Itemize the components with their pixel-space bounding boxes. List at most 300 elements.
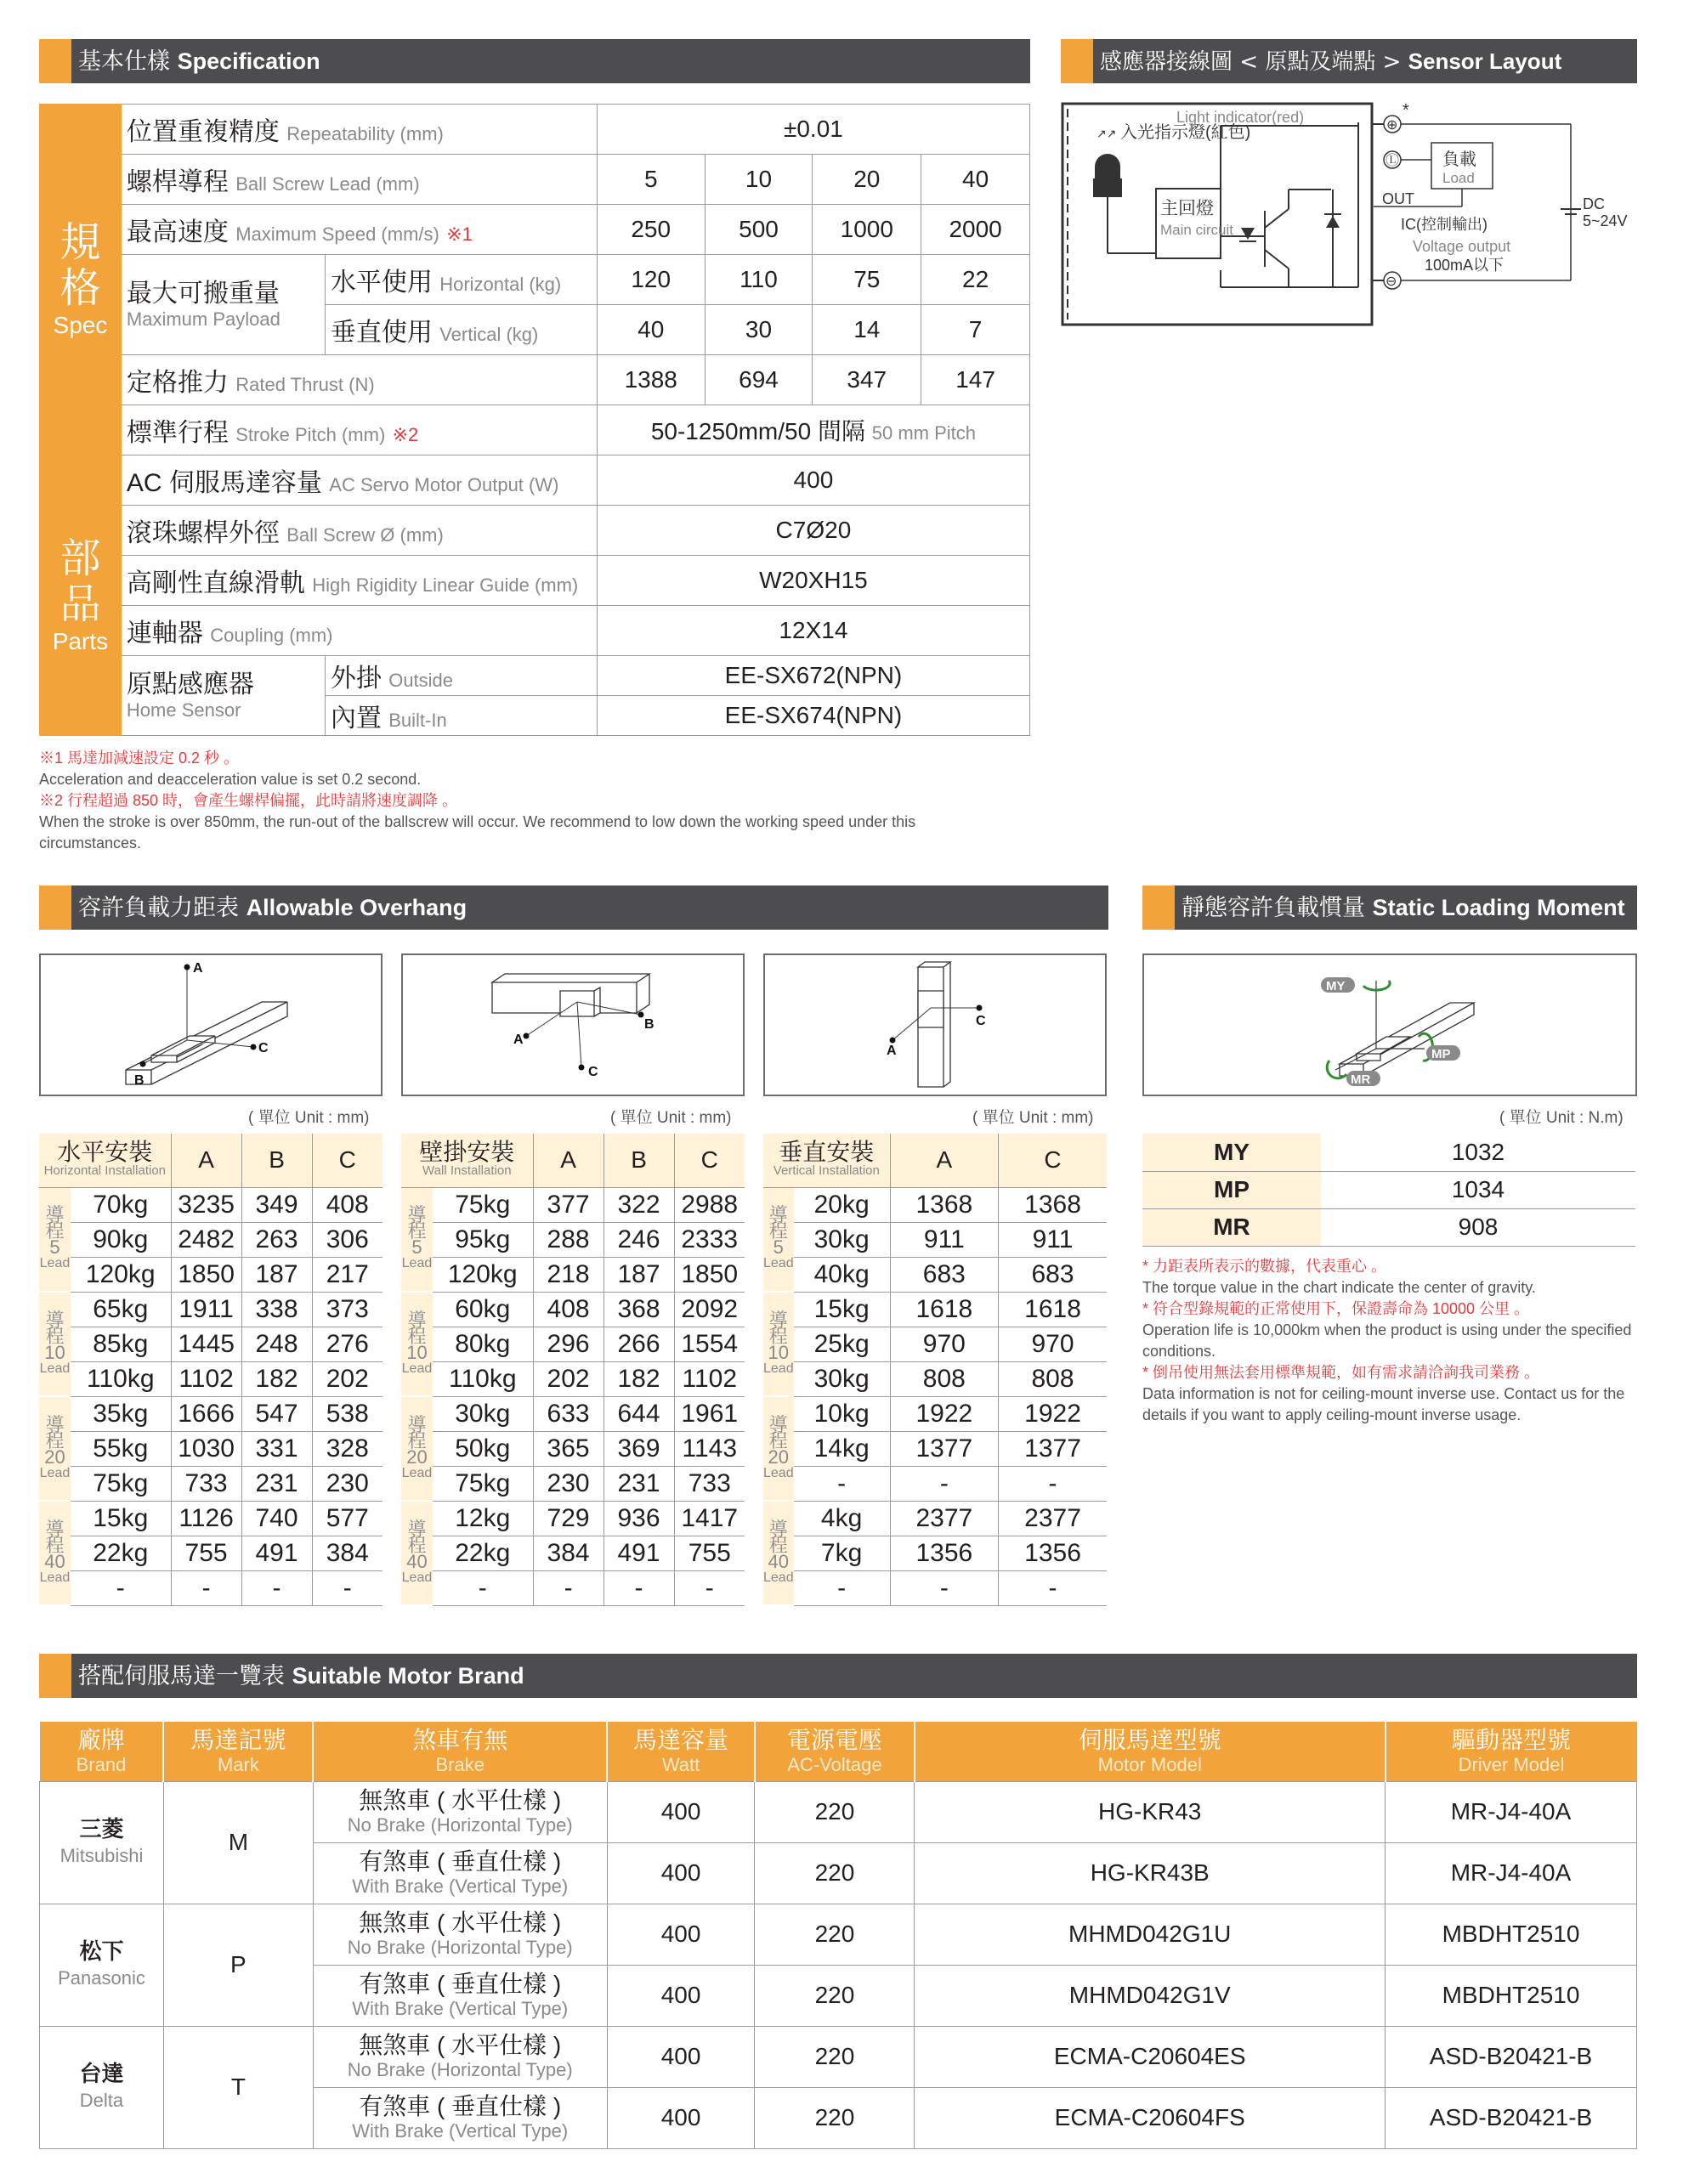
brake-cell xyxy=(313,2087,607,2148)
repeatability-label: 位置重複精度 Repeatability (mm) xyxy=(121,105,597,155)
lead-value: 5 xyxy=(49,1236,60,1259)
moment-note-3-zh: * 倒吊使用無法套用標準規範，如有需求請洽詢我司業務 。 xyxy=(1142,1364,1540,1381)
lead-zh: 導 xyxy=(768,1309,788,1331)
lead-group-label xyxy=(401,1396,433,1501)
brake-zh: 無煞車 ( 水平仕樣 ) xyxy=(359,2032,562,2058)
overhang-value: 263 xyxy=(241,1222,312,1257)
lead-zh: 導 xyxy=(768,1518,788,1540)
sensor-wiring-diagram xyxy=(1061,100,1647,330)
overhang-value: 683 xyxy=(890,1257,998,1292)
col-watt: 馬達容量 Watt xyxy=(607,1722,755,1781)
overhang-value: - xyxy=(999,1466,1107,1501)
lead-value: 10 xyxy=(44,1341,65,1363)
unit-label-moment: ( 單位 Unit : N.m) xyxy=(1499,1109,1624,1127)
wall-diagram-panel xyxy=(401,953,745,1096)
home-sensor-builtin-label: 內置 Built-In xyxy=(325,696,597,736)
moment-note-1-zh: * 力距表所表示的數據，代表重心 。 xyxy=(1142,1258,1387,1275)
lead-zh: 程 xyxy=(45,1534,65,1556)
watt-cell: 400 xyxy=(607,2026,755,2087)
lead-zh: 導 xyxy=(45,1309,65,1331)
brake-zh: 有煞車 ( 垂直仕樣 ) xyxy=(359,1971,562,1997)
horizontal-overhang-table xyxy=(39,1134,382,1606)
lead-group-label xyxy=(763,1292,794,1396)
payload-cell: 120kg xyxy=(71,1257,171,1292)
load-zh: 負載 xyxy=(1442,150,1476,169)
moment-notes xyxy=(1142,1256,1644,1426)
header-accent-bar xyxy=(1142,885,1175,930)
overhang-value: 911 xyxy=(999,1222,1107,1257)
table-row xyxy=(40,1904,1637,1965)
overhang-value: 911 xyxy=(890,1222,998,1257)
payload-cell: 35kg xyxy=(71,1396,171,1431)
table-row xyxy=(763,1187,1107,1222)
overhang-value: 491 xyxy=(241,1536,312,1570)
motor-output-label: AC 伺服馬達容量 AC Servo Motor Output (W) xyxy=(121,455,597,506)
note-2-zh: ※2 行程超過 850 時，會產生螺桿偏擺，此時請將速度調降 。 xyxy=(39,792,458,809)
home-sensor-builtin-value: EE-SX674(NPN) xyxy=(597,696,1029,736)
overhang-value: 384 xyxy=(312,1536,382,1570)
payload-cell: 90kg xyxy=(71,1222,171,1257)
motor-model-cell: HG-KR43 xyxy=(915,1781,1386,1842)
overhang-value: 2333 xyxy=(674,1222,745,1257)
overhang-value: 644 xyxy=(604,1396,674,1431)
payload-cell: 15kg xyxy=(71,1501,171,1536)
payload-cell: 60kg xyxy=(433,1292,533,1327)
lead-zh: 程 xyxy=(768,1429,788,1451)
driver-model-cell: ASD-B20421-B xyxy=(1386,2087,1637,2148)
lead-zh: 程 xyxy=(45,1325,65,1347)
horizontal-diagram-panel xyxy=(39,953,382,1096)
lead-value: 40 xyxy=(921,155,1030,205)
table-row xyxy=(39,1501,382,1536)
overhang-value: 577 xyxy=(312,1501,382,1536)
moment-note-3-en: Data information is not for ceiling-mount inverse use. Contact us for the details if you want to apply ceiling-mount inverse usage. xyxy=(1142,1385,1625,1423)
speed-value: 2000 xyxy=(921,205,1030,255)
unit-label-horizontal: ( 單位 Unit : mm) xyxy=(248,1109,370,1127)
payload-cell: 95kg xyxy=(433,1222,533,1257)
lead-group-label xyxy=(39,1396,71,1501)
overhang-value: 322 xyxy=(604,1187,674,1222)
lead-en: Lead xyxy=(763,1570,794,1585)
wall-install-diagram xyxy=(403,955,743,1095)
brake-cell xyxy=(313,1904,607,1965)
overhang-value: 1922 xyxy=(999,1396,1107,1431)
table-row xyxy=(40,2026,1637,2087)
overhang-col-header: A xyxy=(171,1134,241,1187)
thrust-value: 347 xyxy=(813,355,921,405)
watt-cell: 400 xyxy=(607,1904,755,1965)
voltage-cell: 220 xyxy=(755,1842,915,1904)
brake-en: With Brake (Vertical Type) xyxy=(352,1998,569,2019)
lead-zh: 程 xyxy=(45,1220,65,1242)
driver-model-cell: ASD-B20421-B xyxy=(1386,2026,1637,2087)
overhang-value: 276 xyxy=(312,1327,382,1361)
overhang-value: 2377 xyxy=(890,1501,998,1536)
lead-group-label xyxy=(401,1187,433,1292)
point-a: A xyxy=(513,1033,524,1047)
vertical-install-diagram xyxy=(765,955,1105,1095)
moment-section-title: 靜態容許負載慣量 Static Loading Moment xyxy=(1182,895,1625,921)
table-row xyxy=(763,1501,1107,1536)
linear-guide-value: W20XH15 xyxy=(597,556,1029,606)
overhang-value: 1143 xyxy=(674,1431,745,1466)
install-type-zh: 壁掛安裝 xyxy=(419,1139,515,1166)
terminal-star: * xyxy=(1402,101,1409,120)
voltage-cell: 220 xyxy=(755,1904,915,1965)
payload-cell: 55kg xyxy=(71,1431,171,1466)
point-a: A xyxy=(193,961,203,976)
payload-vertical-label: 垂直使用 Vertical (kg) xyxy=(325,305,597,355)
payload-v-value: 30 xyxy=(705,305,813,355)
install-type-label xyxy=(763,1134,890,1187)
payload-cell: 75kg xyxy=(433,1187,533,1222)
table-row xyxy=(763,1396,1107,1431)
table-row xyxy=(401,1501,745,1536)
overhang-value: 246 xyxy=(604,1222,674,1257)
overhang-value: 187 xyxy=(604,1257,674,1292)
header-accent-bar xyxy=(39,39,71,83)
overhang-header-row xyxy=(401,1134,745,1187)
moment-diagram xyxy=(1144,955,1635,1095)
overhang-value: 349 xyxy=(241,1187,312,1222)
terminal-plus: ⊕ xyxy=(1386,118,1398,133)
overhang-value: 740 xyxy=(241,1501,312,1536)
spec-group-en: Spec xyxy=(53,312,108,338)
overhang-value: 368 xyxy=(604,1292,674,1327)
overhang-value: 306 xyxy=(312,1222,382,1257)
current-limit: 100mA以下 xyxy=(1425,257,1504,274)
header-accent-bar xyxy=(39,885,71,930)
payload-cell: 65kg xyxy=(71,1292,171,1327)
overhang-value: 633 xyxy=(533,1396,604,1431)
brake-cell xyxy=(313,1965,607,2026)
lead-zh: 程 xyxy=(407,1220,427,1242)
motor-model-cell: MHMD042G1V xyxy=(915,1965,1386,2026)
brand-zh: 台達 xyxy=(79,2061,124,2086)
col-brand: 廠牌 Brand xyxy=(40,1722,164,1781)
overhang-value: 733 xyxy=(171,1466,241,1501)
payload-h-value: 110 xyxy=(705,255,813,305)
motor-model-cell: MHMD042G1U xyxy=(915,1904,1386,1965)
motor-section-title: 搭配伺服馬達一覽表 Suitable Motor Brand xyxy=(78,1663,524,1689)
unit-label-vertical: ( 單位 Unit : mm) xyxy=(972,1109,1094,1127)
overhang-value: - xyxy=(533,1570,604,1605)
unit-label-wall: ( 單位 Unit : mm) xyxy=(610,1109,732,1127)
overhang-value: - xyxy=(999,1570,1107,1605)
overhang-value: 1377 xyxy=(999,1431,1107,1466)
overhang-value: 202 xyxy=(533,1361,604,1396)
overhang-value: 755 xyxy=(674,1536,745,1570)
overhang-col-header: C xyxy=(312,1134,382,1187)
lead-group-label xyxy=(763,1187,794,1292)
main-circuit-zh: 主回燈 xyxy=(1160,199,1214,218)
stroke-value: 50-1250mm/50 間隔 50 mm Pitch xyxy=(597,405,1029,455)
overhang-value: 266 xyxy=(604,1327,674,1361)
table-row xyxy=(39,1536,382,1570)
payload-v-value: 40 xyxy=(597,305,705,355)
lead-value: 20 xyxy=(813,155,921,205)
lead-en: Lead xyxy=(401,1570,433,1585)
table-row xyxy=(39,1222,382,1257)
spec-section-title: 基本仕樣 Specification xyxy=(78,48,320,75)
motor-table xyxy=(39,1722,1637,2149)
table-row xyxy=(401,1187,745,1222)
payload-cell: 20kg xyxy=(794,1187,891,1222)
brand-en: Mitsubishi xyxy=(60,1845,144,1866)
moment-value: 1034 xyxy=(1321,1171,1635,1208)
install-type-label xyxy=(39,1134,171,1187)
overhang-value: 1102 xyxy=(674,1361,745,1396)
overhang-value: 970 xyxy=(999,1327,1107,1361)
lead-en: Lead xyxy=(763,1361,794,1376)
overhang-col-header: C xyxy=(674,1134,745,1187)
spec-group-label xyxy=(40,105,122,455)
overhang-value: 2377 xyxy=(999,1501,1107,1536)
moment-diagram-panel xyxy=(1142,953,1637,1096)
overhang-value: 1356 xyxy=(999,1536,1107,1570)
table-row xyxy=(401,1431,745,1466)
lead-group-label xyxy=(763,1396,794,1501)
point-c: C xyxy=(588,1065,598,1079)
moment-row xyxy=(1142,1171,1635,1208)
payload-cell: 75kg xyxy=(433,1466,533,1501)
note-2-en: When the stroke is over 850mm, the run-out of the ballscrew will occur. We recommend to low down the working speed under this circumstances. xyxy=(39,813,916,852)
thrust-value: 147 xyxy=(921,355,1030,405)
lead-zh: 程 xyxy=(768,1220,788,1242)
table-row xyxy=(39,1327,382,1361)
overhang-value: 1961 xyxy=(674,1396,745,1431)
overhang-col-header: C xyxy=(999,1134,1107,1187)
lead-zh: 程 xyxy=(45,1429,65,1451)
point-b: B xyxy=(644,1017,654,1032)
mark-cell: P xyxy=(163,1904,313,2026)
point-b: B xyxy=(134,1073,144,1088)
overhang-value: 328 xyxy=(312,1431,382,1466)
home-sensor-outside-value: EE-SX672(NPN) xyxy=(597,656,1029,696)
overhang-value: 729 xyxy=(533,1501,604,1536)
payload-cell: 80kg xyxy=(433,1327,533,1361)
wall-overhang-table xyxy=(401,1134,745,1606)
spec-table xyxy=(39,104,1030,736)
terminal-minus: ⊖ xyxy=(1386,274,1397,289)
driver-model-cell: MBDHT2510 xyxy=(1386,1965,1637,2026)
table-row xyxy=(39,1431,382,1466)
lead-group-label xyxy=(39,1187,71,1292)
overhang-value: 182 xyxy=(604,1361,674,1396)
table-row xyxy=(401,1257,745,1292)
out-label: OUT xyxy=(1382,190,1414,207)
overhang-value: 377 xyxy=(533,1187,604,1222)
moment-mr-label: MR xyxy=(1351,1072,1371,1087)
payload-cell: 40kg xyxy=(794,1257,891,1292)
overhang-value: 683 xyxy=(999,1257,1107,1292)
horizontal-install-diagram xyxy=(41,955,381,1095)
payload-cell: 70kg xyxy=(71,1187,171,1222)
coupling-value: 12X14 xyxy=(597,606,1029,656)
watt-cell: 400 xyxy=(607,1965,755,2026)
overhang-value: 1922 xyxy=(890,1396,998,1431)
brand-zh: 三菱 xyxy=(79,1816,124,1842)
overhang-value: 365 xyxy=(533,1431,604,1466)
payload-cell: 14kg xyxy=(794,1431,891,1466)
lead-zh: 程 xyxy=(407,1325,427,1347)
voltage-cell: 220 xyxy=(755,1781,915,1842)
table-row xyxy=(763,1536,1107,1570)
payload-h-value: 22 xyxy=(921,255,1030,305)
col-voltage: 電源電壓 AC-Voltage xyxy=(755,1722,915,1781)
brake-en: No Brake (Horizontal Type) xyxy=(347,2059,573,2080)
overhang-col-header: A xyxy=(533,1134,604,1187)
overhang-header-row xyxy=(39,1134,382,1187)
lead-en: Lead xyxy=(39,1465,71,1480)
brand-cell xyxy=(40,1904,164,2026)
table-row xyxy=(401,1396,745,1431)
col-mark: 馬達記號 Mark xyxy=(163,1722,313,1781)
overhang-value: 808 xyxy=(890,1361,998,1396)
overhang-value: 187 xyxy=(241,1257,312,1292)
lead-value: 40 xyxy=(406,1550,428,1572)
table-row xyxy=(763,1222,1107,1257)
lead-en: Lead xyxy=(39,1361,71,1376)
overhang-value: 331 xyxy=(241,1431,312,1466)
lead-zh: 程 xyxy=(407,1429,427,1451)
table-row xyxy=(763,1327,1107,1361)
brake-en: With Brake (Vertical Type) xyxy=(352,2120,569,2142)
overhang-value: 338 xyxy=(241,1292,312,1327)
voltage-cell: 220 xyxy=(755,1965,915,2026)
moment-my-label: MY xyxy=(1326,979,1346,993)
motor-model-cell: HG-KR43B xyxy=(915,1842,1386,1904)
overhang-value: - xyxy=(890,1466,998,1501)
lead-zh: 程 xyxy=(768,1534,788,1556)
overhang-value: 547 xyxy=(241,1396,312,1431)
coupling-label: 連軸器 Coupling (mm) xyxy=(121,606,597,656)
overhang-value: - xyxy=(604,1570,674,1605)
overhang-value: 1030 xyxy=(171,1431,241,1466)
install-type-en: Horizontal Installation xyxy=(43,1163,167,1179)
install-type-en: Vertical Installation xyxy=(773,1163,880,1179)
dc-label: DC xyxy=(1583,195,1605,212)
brake-cell xyxy=(313,1781,607,1842)
brake-cell xyxy=(313,2026,607,2087)
overhang-value: 1417 xyxy=(674,1501,745,1536)
lead-en: Lead xyxy=(39,1570,71,1585)
lead-group-label xyxy=(763,1501,794,1605)
lead-value: 5 xyxy=(411,1236,422,1259)
lead-zh: 導 xyxy=(45,1413,65,1435)
note-1-zh: ※1 馬達加減速設定 0.2 秒 。 xyxy=(39,750,240,767)
point-c: C xyxy=(976,1014,986,1028)
overhang-value: 1850 xyxy=(171,1257,241,1292)
moment-row xyxy=(1142,1134,1635,1171)
overhang-value: 369 xyxy=(604,1431,674,1466)
driver-model-cell: MR-J4-40A xyxy=(1386,1842,1637,1904)
point-c: C xyxy=(258,1041,269,1055)
overhang-value: 2092 xyxy=(674,1292,745,1327)
payload-cell: 12kg xyxy=(433,1501,533,1536)
home-sensor-label: 原點感應器 Home Sensor xyxy=(121,656,325,736)
motor-output-value: 400 xyxy=(597,455,1029,506)
watt-cell: 400 xyxy=(607,2087,755,2148)
vertical-overhang-table xyxy=(763,1134,1107,1606)
payload-cell: 75kg xyxy=(71,1466,171,1501)
payload-cell: - xyxy=(794,1570,891,1605)
payload-cell: 15kg xyxy=(794,1292,891,1327)
lead-zh: 導 xyxy=(45,1518,65,1540)
speed-label: 最高速度 Maximum Speed (mm/s) ※1 xyxy=(121,205,597,255)
table-row xyxy=(401,1361,745,1396)
vertical-diagram-panel xyxy=(763,953,1107,1096)
brake-zh: 無煞車 ( 水平仕樣 ) xyxy=(359,1787,562,1813)
overhang-value: 217 xyxy=(312,1257,382,1292)
payload-v-value: 7 xyxy=(921,305,1030,355)
brand-zh: 松下 xyxy=(79,1938,124,1964)
lead-en: Lead xyxy=(401,1361,433,1376)
moment-note-2-zh: * 符合型錄規範的正常使用下，保證壽命為 10000 公里 。 xyxy=(1142,1300,1530,1317)
overhang-value: 1618 xyxy=(890,1292,998,1327)
driver-model-cell: MBDHT2510 xyxy=(1386,1904,1637,1965)
table-row xyxy=(401,1327,745,1361)
overhang-value: 808 xyxy=(999,1361,1107,1396)
brake-en: With Brake (Vertical Type) xyxy=(352,1876,569,1897)
lead-value: 20 xyxy=(406,1446,428,1468)
moment-value: 1032 xyxy=(1321,1134,1635,1171)
overhang-value: 1368 xyxy=(999,1187,1107,1222)
lead-value: 20 xyxy=(44,1446,65,1468)
overhang-col-header: B xyxy=(241,1134,312,1187)
overhang-value: 755 xyxy=(171,1536,241,1570)
thrust-label: 定格推力 Rated Thrust (N) xyxy=(121,355,597,405)
table-row xyxy=(401,1466,745,1501)
brake-zh: 無煞車 ( 水平仕樣 ) xyxy=(359,1910,562,1936)
parts-group-en: Parts xyxy=(52,627,109,654)
home-sensor-outside-label: 外掛 Outside xyxy=(325,656,597,696)
table-row xyxy=(763,1570,1107,1605)
overhang-value: 936 xyxy=(604,1501,674,1536)
lead-group-label xyxy=(39,1501,71,1605)
overhang-value: 373 xyxy=(312,1292,382,1327)
light-indicator-en: Light indicator(red) xyxy=(1176,109,1305,126)
overhang-value: 202 xyxy=(312,1361,382,1396)
lead-en: Lead xyxy=(763,1256,794,1271)
lead-value: 5 xyxy=(773,1236,784,1259)
payload-cell: 110kg xyxy=(433,1361,533,1396)
table-row xyxy=(39,1361,382,1396)
motor-model-cell: ECMA-C20604FS xyxy=(915,2087,1386,2148)
moment-key: MR xyxy=(1142,1208,1321,1246)
lead-value: 10 xyxy=(705,155,813,205)
lead-group-label xyxy=(401,1292,433,1396)
overhang-value: 1618 xyxy=(999,1292,1107,1327)
overhang-col-header: B xyxy=(604,1134,674,1187)
payload-cell: 120kg xyxy=(433,1257,533,1292)
load-en: Load xyxy=(1442,170,1475,186)
speed-value: 500 xyxy=(705,205,813,255)
table-row xyxy=(401,1536,745,1570)
overhang-value: 538 xyxy=(312,1396,382,1431)
moment-note-2-en: Operation life is 10,000km when the product is using under the specified conditions. xyxy=(1142,1321,1632,1360)
overhang-value: 1911 xyxy=(171,1292,241,1327)
overhang-value: 230 xyxy=(533,1466,604,1501)
install-type-label xyxy=(401,1134,533,1187)
brand-cell xyxy=(40,1781,164,1904)
lead-zh: 導 xyxy=(407,1309,427,1331)
table-row xyxy=(39,1396,382,1431)
point-a: A xyxy=(887,1044,897,1058)
install-type-en: Wall Installation xyxy=(422,1163,512,1179)
thrust-value: 694 xyxy=(705,355,813,405)
payload-cell: - xyxy=(433,1570,533,1605)
